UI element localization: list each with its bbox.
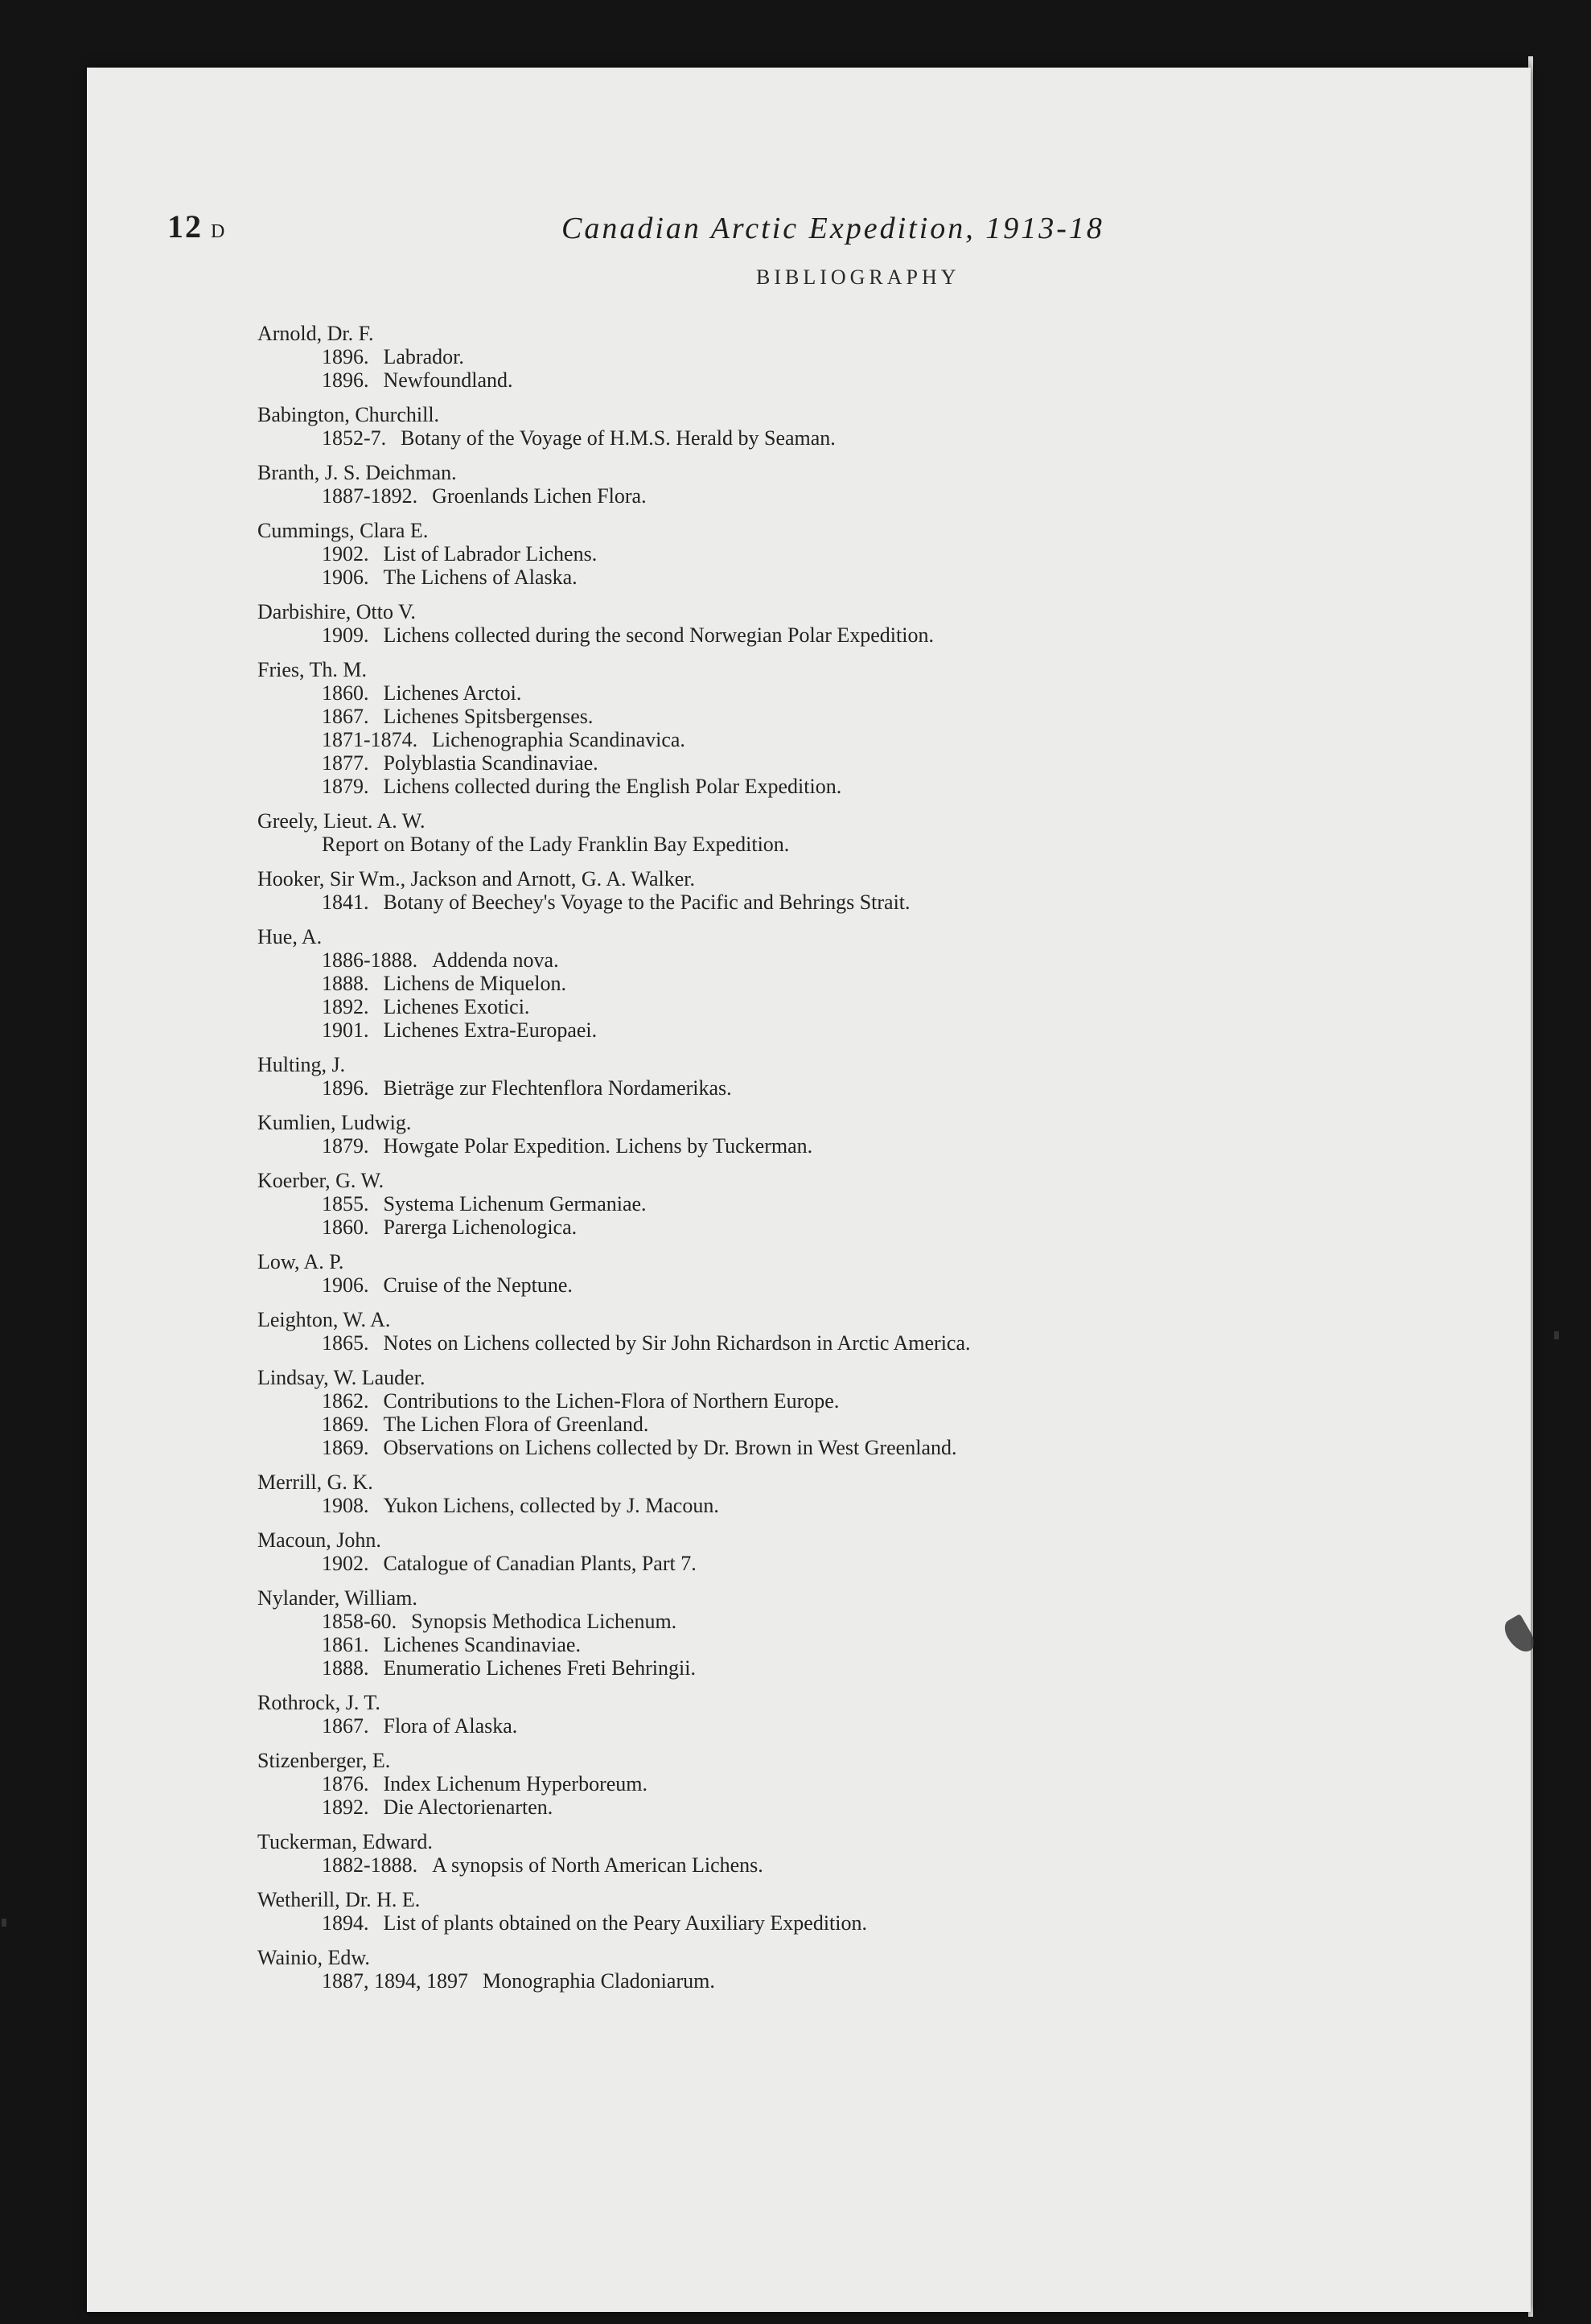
entry-work (257, 891, 1287, 914)
work-title: Lichenes Extra-Europaei. (383, 1018, 598, 1042)
bibliography-entry (257, 1111, 1287, 1158)
entry-work (257, 1853, 1287, 1877)
work-year: 1909. (322, 623, 369, 647)
scan-speck (1554, 1331, 1559, 1339)
entry-author: Lindsay, W. Lauder. (257, 1366, 426, 1389)
entry-work (257, 345, 1287, 368)
work-title: Yukon Lichens, collected by J. Macoun. (383, 1494, 719, 1517)
bibliography-entry (257, 1586, 1287, 1680)
entry-author: Leighton, W. A. (257, 1308, 391, 1331)
entry-work (257, 1772, 1287, 1795)
work-year: 1882-1888. (322, 1853, 418, 1877)
entry-work (257, 1273, 1287, 1297)
work-title: Die Alectorienarten. (383, 1795, 553, 1819)
work-title: Lichenes Scandinaviae. (383, 1633, 581, 1656)
work-year: 1871-1874. (322, 728, 418, 751)
entry-work (257, 1795, 1287, 1819)
work-title: Polyblastia Scandinaviae. (383, 751, 598, 775)
work-title: The Lichen Flora of Greenland. (383, 1413, 649, 1436)
work-year: 1906. (322, 566, 369, 589)
work-year: 1879. (322, 1134, 369, 1158)
bibliography-list (257, 322, 1287, 2004)
work-title: Observations on Lichens collected by Dr. Brown in West Greenland. (383, 1436, 957, 1459)
work-title: Newfoundland. (383, 368, 513, 392)
running-title: Canadian Arctic Expedition, 1913-18 (561, 212, 1104, 245)
work-year: 1858-60. (322, 1610, 397, 1633)
entry-work (257, 1610, 1287, 1633)
entry-work (257, 995, 1287, 1018)
entry-author: Nylander, William. (257, 1586, 417, 1610)
work-year: 1867. (322, 1714, 369, 1738)
work-year: 1892. (322, 995, 369, 1018)
work-title: Flora of Alaska. (383, 1714, 518, 1738)
bibliography-entry (257, 600, 1287, 647)
work-title: Report on Botany of the Lady Franklin Bay Expedition. (322, 833, 790, 856)
entry-author: Wainio, Edw. (257, 1946, 370, 1969)
entry-work (257, 542, 1287, 566)
entry-work (257, 972, 1287, 995)
entry-author: Wetherill, Dr. H. E. (257, 1888, 421, 1911)
section-heading: BIBLIOGRAPHY (756, 265, 960, 289)
work-year: 1841. (322, 891, 369, 914)
work-year: 1896. (322, 368, 369, 392)
work-year: 1887, 1894, 1897 (322, 1969, 468, 1993)
work-title: Bieträge zur Flechtenflora Nordamerikas. (383, 1076, 732, 1100)
entry-work (257, 751, 1287, 775)
work-title: Botany of Beechey's Voyage to the Pacific and Behrings Strait. (383, 891, 911, 914)
entry-work (257, 1969, 1287, 1993)
entry-author: Stizenberger, E. (257, 1749, 391, 1772)
work-title: Monographia Cladoniarum. (483, 1969, 715, 1993)
bibliography-entry (257, 322, 1287, 392)
page-number (167, 208, 226, 245)
entry-author: Cummings, Clara E. (257, 519, 429, 542)
bibliography-entry (257, 519, 1287, 589)
work-year: 1869. (322, 1413, 369, 1436)
work-year: 1887-1892. (322, 484, 418, 508)
work-year: 1896. (322, 345, 369, 368)
entry-work (257, 1911, 1287, 1935)
entry-author: Arnold, Dr. F. (257, 322, 374, 345)
work-title: Index Lichenum Hyperboreum. (383, 1772, 648, 1795)
section-letter: D (211, 221, 227, 242)
entry-author: Rothrock, J. T. (257, 1691, 380, 1714)
entry-work (257, 1413, 1287, 1436)
entry-work (257, 705, 1287, 728)
work-title: List of Labrador Lichens. (383, 542, 598, 566)
bibliography-entry (257, 925, 1287, 1042)
bibliography-entry (257, 658, 1287, 798)
work-title: Catalogue of Canadian Plants, Part 7. (383, 1552, 697, 1575)
entry-author: Koerber, G. W. (257, 1169, 384, 1192)
work-year: 1908. (322, 1494, 369, 1517)
entry-author: Fries, Th. M. (257, 658, 368, 681)
entry-work (257, 775, 1287, 798)
work-year: 1886-1888. (322, 948, 418, 972)
work-year: 1877. (322, 751, 369, 775)
work-year: 1879. (322, 775, 369, 798)
work-year: 1896. (322, 1076, 369, 1100)
work-title: Synopsis Methodica Lichenum. (411, 1610, 677, 1633)
entry-work (257, 1552, 1287, 1575)
work-title: Groenlands Lichen Flora. (432, 484, 647, 508)
entry-author: Macoun, John. (257, 1528, 381, 1552)
work-title: Addenda nova. (432, 948, 559, 972)
work-year: 1855. (322, 1192, 369, 1215)
work-year: 1906. (322, 1273, 369, 1297)
bibliography-entry (257, 461, 1287, 508)
work-year: 1888. (322, 1656, 369, 1680)
work-year: 1867. (322, 705, 369, 728)
entry-author: Greely, Lieut. A. W. (257, 809, 426, 833)
bibliography-entry (257, 809, 1287, 856)
work-title: Botany of the Voyage of H.M.S. Herald by Seaman. (401, 426, 836, 450)
entry-author: Darbishire, Otto V. (257, 600, 416, 623)
work-title: Lichenes Arctoi. (383, 681, 522, 705)
entry-author: Hue, A. (257, 925, 323, 948)
entry-work (257, 623, 1287, 647)
work-year: 1860. (322, 681, 369, 705)
entry-work (257, 728, 1287, 751)
page-number-value: 12 (167, 208, 203, 245)
entry-work (257, 1633, 1287, 1656)
entry-work (257, 484, 1287, 508)
entry-work (257, 1134, 1287, 1158)
work-year: 1869. (322, 1436, 369, 1459)
work-title: Cruise of the Neptune. (383, 1273, 573, 1297)
bibliography-entry (257, 1308, 1287, 1355)
entry-work (257, 426, 1287, 450)
work-title: Parerga Lichenologica. (383, 1215, 578, 1239)
work-year: 1862. (322, 1389, 369, 1413)
work-title: Lichens collected during the English Polar Expedition. (383, 775, 842, 798)
work-title: Contributions to the Lichen-Flora of Northern Europe. (383, 1389, 840, 1413)
scan-speck (2, 1919, 6, 1927)
entry-work (257, 1076, 1287, 1100)
work-year: 1852-7. (322, 426, 387, 450)
entry-author: Tuckerman, Edward. (257, 1830, 433, 1853)
bibliography-entry (257, 1053, 1287, 1100)
work-title: Lichenographia Scandinavica. (432, 728, 685, 751)
entry-work (257, 1656, 1287, 1680)
entry-work (257, 1331, 1287, 1355)
work-year: 1901. (322, 1018, 369, 1042)
work-title: Lichens collected during the second Norwegian Polar Expedition. (383, 623, 934, 647)
work-year: 1894. (322, 1911, 369, 1935)
bibliography-entry (257, 1366, 1287, 1459)
bibliography-entry (257, 1528, 1287, 1575)
entry-work (257, 948, 1287, 972)
work-year: 1892. (322, 1795, 369, 1819)
work-title: The Lichens of Alaska. (383, 566, 578, 589)
entry-author: Babington, Churchill. (257, 403, 440, 426)
work-title: Notes on Lichens collected by Sir John Richardson in Arctic America. (383, 1331, 971, 1355)
bibliography-entry (257, 403, 1287, 450)
entry-author: Hulting, J. (257, 1053, 346, 1076)
entry-author: Hooker, Sir Wm., Jackson and Arnott, G. A. Walker. (257, 867, 696, 891)
entry-author: Kumlien, Ludwig. (257, 1111, 412, 1134)
entry-work (257, 681, 1287, 705)
work-year: 1902. (322, 1552, 369, 1575)
work-year: 1865. (322, 1331, 369, 1355)
work-year: 1861. (322, 1633, 369, 1656)
work-year: 1860. (322, 1215, 369, 1239)
work-year: 1888. (322, 972, 369, 995)
entry-work (257, 1389, 1287, 1413)
work-title: Howgate Polar Expedition. Lichens by Tuckerman. (383, 1134, 813, 1158)
work-title: Labrador. (383, 345, 464, 368)
work-title: Lichenes Exotici. (383, 995, 530, 1018)
bibliography-entry (257, 1888, 1287, 1935)
bibliography-entry (257, 1830, 1287, 1877)
bibliography-entry (257, 1250, 1287, 1297)
bibliography-entry (257, 1749, 1287, 1819)
entry-author: Merrill, G. K. (257, 1470, 373, 1494)
work-title: Lichens de Miquelon. (383, 972, 566, 995)
entry-work (257, 1215, 1287, 1239)
bibliography-entry (257, 1470, 1287, 1517)
work-year: 1902. (322, 542, 369, 566)
entry-work (257, 1018, 1287, 1042)
page-header (167, 208, 1173, 256)
entry-work (257, 1436, 1287, 1459)
entry-work (257, 368, 1287, 392)
work-title: Lichenes Spitsbergenses. (383, 705, 594, 728)
work-title: Enumeratio Lichenes Freti Behringii. (383, 1656, 696, 1680)
bibliography-entry (257, 1169, 1287, 1239)
entry-work (257, 1714, 1287, 1738)
bibliography-entry (257, 1691, 1287, 1738)
work-title: List of plants obtained on the Peary Auxiliary Expedition. (383, 1911, 868, 1935)
entry-work (257, 833, 1287, 856)
entry-author: Branth, J. S. Deichman. (257, 461, 457, 484)
bibliography-entry (257, 1946, 1287, 1993)
entry-work (257, 1192, 1287, 1215)
entry-work (257, 1494, 1287, 1517)
work-title: Systema Lichenum Germaniae. (383, 1192, 647, 1215)
entry-author: Low, A. P. (257, 1250, 344, 1273)
work-year: 1876. (322, 1772, 369, 1795)
bibliography-entry (257, 867, 1287, 914)
work-title: A synopsis of North American Lichens. (432, 1853, 763, 1877)
entry-work (257, 566, 1287, 589)
